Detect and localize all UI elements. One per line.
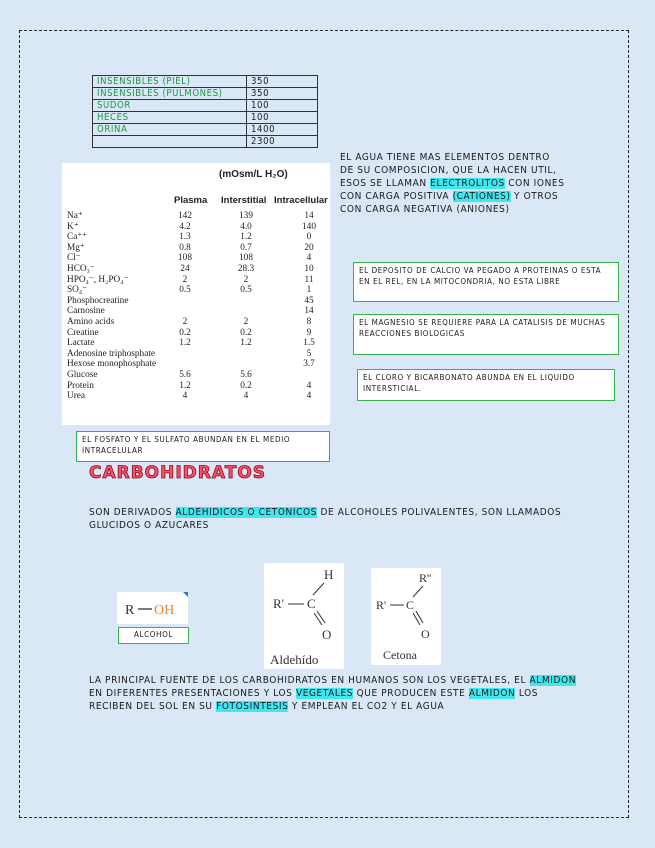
osmolar-value: 2	[243, 274, 249, 285]
alcohol-r: R	[125, 603, 135, 618]
osmolar-substance: SO₄⁻	[67, 285, 88, 296]
osmolar-unit: (mOsm/L H₂O)	[219, 169, 288, 180]
osmolar-substance: HPO₄⁻, H₂PO₄⁻	[67, 274, 129, 285]
osmolar-value: 142	[178, 211, 192, 221]
osmolar-substance: Cl⁻	[67, 253, 81, 264]
osmolar-row	[67, 350, 330, 360]
osmolar-value: 0	[306, 232, 312, 243]
water-loss-table	[92, 75, 318, 148]
osmolar-substance: Hexose monophosphate	[67, 359, 157, 370]
water-loss-label: INSENSIBLES (PIEL)	[93, 76, 247, 88]
header-plasma: Plasma	[174, 195, 208, 206]
water-loss-row	[93, 124, 318, 136]
osmolar-value: 24	[180, 264, 190, 274]
header-interstitial: Interstitial	[221, 195, 267, 206]
osmolar-value: 1.2	[179, 338, 191, 349]
water-loss-value: 100	[247, 112, 318, 124]
osmolar-row	[67, 233, 330, 243]
osmolar-value: 0.8	[179, 242, 191, 253]
water-loss-value: 2300	[247, 136, 318, 148]
water-loss-value: 100	[247, 100, 318, 112]
osmolar-value: 4.0	[240, 221, 252, 232]
osmolar-substance: K⁺	[67, 221, 79, 232]
water-loss-value: 1400	[247, 124, 318, 136]
aldehido-structure-image	[264, 563, 344, 669]
osmolar-value: 0.5	[179, 285, 191, 296]
highlight-almidon-2: ALMIDON	[468, 688, 516, 699]
water-loss-row	[93, 136, 318, 148]
carbohidratos-title: CARBOHIDRATOS	[89, 463, 267, 483]
highlight-aldehidicos: ALDEHIDICOS O CETONICOS	[175, 507, 317, 518]
highlight-fotosintesis: FOTOSINTESIS	[216, 701, 289, 712]
water-loss-label: SUDOR	[93, 100, 247, 112]
osmolar-value: 139	[239, 211, 253, 221]
svg-text:O: O	[421, 627, 430, 641]
alcohol-label: ALCOHOL	[118, 627, 189, 644]
osmolar-value: 5.6	[179, 370, 191, 380]
osmolar-row	[67, 223, 330, 233]
svg-text:R': R'	[273, 596, 285, 611]
osmolar-row	[67, 307, 330, 317]
osmolar-row	[67, 318, 330, 328]
osmolar-substance: Mg⁺	[67, 242, 85, 253]
osmolar-value: 9	[306, 327, 312, 338]
osmolar-row	[67, 392, 330, 402]
water-loss-row	[93, 88, 318, 100]
svg-text:R'': R''	[419, 571, 432, 585]
osmolar-substance: Carnosine	[67, 306, 105, 317]
osmolar-value: 0.2	[179, 327, 191, 338]
water-loss-row	[93, 100, 318, 112]
osmolar-substance: Lactate	[67, 338, 95, 349]
osmolar-row	[67, 276, 330, 286]
water-loss-row	[93, 112, 318, 124]
osmolar-value: 4	[306, 253, 312, 264]
osmolar-row	[67, 286, 330, 296]
osmolar-value: 140	[302, 221, 316, 232]
osmolar-value: 45	[304, 295, 314, 306]
osmolar-value: 4.2	[179, 221, 191, 232]
osmolar-value: 4	[306, 391, 312, 402]
osmolar-value: 14	[304, 306, 314, 317]
osmolar-table-image	[62, 163, 330, 425]
osmolar-value: 8	[306, 317, 312, 327]
osmolar-substance: Glucose	[67, 370, 98, 380]
osmolar-substance: Amino acids	[67, 317, 115, 327]
osmolar-value: 4	[182, 391, 188, 402]
osmolar-value: 2	[243, 317, 249, 327]
osmolar-value: 10	[304, 264, 314, 274]
osmolar-substance: Protein	[67, 380, 94, 391]
osmolar-value: 20	[304, 242, 314, 253]
cetona-label: Cetona	[383, 648, 417, 662]
water-loss-label: ORINA	[93, 124, 247, 136]
osmolar-value: 5.6	[240, 370, 252, 380]
osmolar-value: 14	[304, 211, 314, 221]
osmolar-substance: Urea	[67, 391, 86, 402]
note-calcio: EL DEPOSITO DE CALCIO VA PEGADO A PROTEINAS O ESTA EN EL REL, EN LA MITOCONDRIA, NO ESTA LIBRE	[353, 262, 619, 302]
osmolar-substance: Na⁺	[67, 211, 83, 221]
osmolar-value: 1	[306, 285, 312, 296]
osmolar-value: 1.2	[240, 338, 252, 349]
osmolar-substance: Ca⁺⁺	[67, 232, 88, 243]
osmolar-row	[67, 371, 330, 381]
aldehido-label: Aldehído	[270, 652, 319, 667]
water-loss-label: HECES	[93, 112, 247, 124]
osmolar-row	[67, 244, 330, 254]
osmolar-value: 0.5	[240, 285, 252, 296]
water-loss-row	[93, 76, 318, 88]
alcohol-oh: OH	[154, 603, 175, 618]
svg-text:H: H	[324, 567, 334, 582]
water-loss-label	[93, 136, 247, 148]
osmolar-value: 5	[306, 348, 312, 359]
water-loss-label: INSENSIBLES (PULMONES)	[93, 88, 247, 100]
electrolytes-paragraph: EL AGUA TIENE MAS ELEMENTOS DENTRO DE SU COMPOSICION, QUE LA HACEN UTIL, ESOS SE LLAMAN ELECTROLITOS CON IONES CON CARGA POSITIVA (CATIONES) Y OTROS CON CARGA NEGATIVA (ANIONES)	[340, 152, 565, 215]
osmolar-row	[67, 254, 330, 264]
osmolar-value: 0.7	[240, 242, 252, 253]
osmolar-value: 1.5	[303, 338, 315, 349]
svg-text:C: C	[406, 598, 415, 612]
osmolar-row	[67, 360, 330, 370]
svg-text:O: O	[322, 627, 332, 642]
highlight-electrolitos: ELECTROLITOS	[430, 178, 505, 189]
osmolar-row	[67, 329, 330, 339]
osmolar-substance: Adenosine triphosphate	[67, 348, 156, 359]
osmolar-row	[67, 212, 330, 222]
osmolar-row	[67, 265, 330, 275]
highlight-almidon-1: ALMIDON	[529, 675, 577, 686]
svg-text:C: C	[307, 596, 316, 611]
osmolar-row	[67, 297, 330, 307]
osmolar-value: 2	[182, 274, 188, 285]
osmolar-value: 4	[243, 391, 249, 402]
osmolar-value: 1.3	[179, 232, 191, 243]
carbohidratos-fuente-paragraph: LA PRINCIPAL FUENTE DE LOS CARBOHIDRATOS EN HUMANOS SON LOS VEGETALES, EL ALMIDON EN DIFERENTES PRESENTACIONES Y LOS VEGETALES QUE PRODUCEN ESTE ALMIDON LOS RECIBEN DEL SOL EN SU FOTOSINTESIS Y EMPLEAN EL CO2 Y EL AGUA	[89, 675, 577, 712]
osmolar-row	[67, 382, 330, 392]
highlight-vegetales: VEGETALES	[295, 688, 354, 699]
osmolar-substance: HCO₃⁻	[67, 264, 95, 274]
cetona-structure-image	[371, 568, 441, 665]
highlight-cationes: (CATIONES)	[452, 191, 511, 202]
osmolar-substance: Creatine	[67, 327, 99, 338]
osmolar-value: 4	[306, 380, 312, 391]
osmolar-value: 0.2	[240, 327, 252, 338]
note-fosfato: EL FOSFATO Y EL SULFATO ABUNDAN EN EL MEDIO INTRACELULAR	[76, 431, 330, 462]
note-magnesio: EL MAGNESIO SE REQUIERE PARA LA CATALISIS DE MUCHAS REACCIONES BIOLOGICAS	[353, 314, 619, 355]
osmolar-value: 1.2	[240, 232, 252, 243]
alcohol-formula-image	[117, 592, 188, 624]
water-loss-value: 350	[247, 76, 318, 88]
osmolar-value: 2	[182, 317, 188, 327]
osmolar-value: 11	[304, 274, 314, 285]
note-cloro: EL CLORO Y BICARBONATO ABUNDA EN EL LIQUIDO INTERSTICIAL.	[357, 369, 615, 401]
svg-text:R': R'	[376, 598, 387, 612]
header-intracellular: Intracellular	[274, 195, 328, 206]
osmolar-value: 0.2	[240, 380, 252, 391]
carbohidratos-definition: SON DERIVADOS ALDEHIDICOS O CETONICOS DE ALCOHOLES POLIVALENTES, SON LLAMADOS GLUCIDOS O AZUCARES	[89, 507, 562, 531]
osmolar-value: 28.3	[237, 264, 255, 274]
water-loss-value: 350	[247, 88, 318, 100]
osmolar-value: 108	[239, 253, 253, 264]
osmolar-substance: Phosphocreatine	[67, 295, 129, 306]
osmolar-value: 108	[178, 253, 192, 264]
osmolar-value: 3.7	[303, 359, 315, 370]
osmolar-value: 1.2	[179, 380, 191, 391]
osmolar-row	[67, 339, 330, 349]
